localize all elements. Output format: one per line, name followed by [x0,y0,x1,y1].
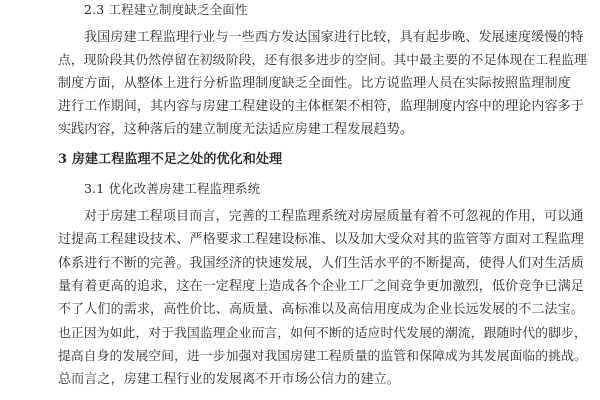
section-2-3-paragraph-line: 我国房建工程监理行业与一些西方发达国家进行比较，具有起步晚、发展速度缓慢的特 [84,30,584,45]
section-3-1-paragraph-line: 不了人们的需求，高性价比、高质量、高标准以及高信用度成为企业长远发展的不二法宝。 [58,302,585,317]
section-3-1-paragraph-line: 量有着更高的追求，这在一定程度上造成各个企业工厂之间竞争更加激烈，低价竞争已满足 [58,279,585,294]
section-3-1-paragraph-line: 也正因为如此，对于我国监理企业而言，如何不断的适应时代发展的潮流，跟随时代的脚步， [58,326,587,341]
section-3-1-paragraph-line: 提高自身的发展空间，进一步加强对我国房建工程质量的监管和保障成为其发展面临的挑战。 [58,349,587,364]
section-3-1-paragraph-line: 体系进行不断的完善。我国经济的快速发展，人们生活水平的不断提高，使得人们对生活质 [58,256,585,271]
section-3-1-paragraph-line: 对于房建工程项目而言，完善的工程监理系统对房屋质量有着不可忽视的作用，可以通 [84,209,584,224]
section-2-3-paragraph-line: 点，现阶段其仍然停留在初级阶段，还有很多进步的空间。其中最主要的不足体现在工程监理 [58,53,587,68]
section-3-1-paragraph-line: 过提高工程建设技术、严格要求工程建设标准、以及加大受众对其的监管等方面对工程监理 [58,232,585,247]
section-2-3-heading: 2.3 工程建立制度缺乏全面性 [84,2,248,17]
section-3-1-heading: 3.1 优化改善房建工程监理系统 [84,181,261,196]
section-2-3-paragraph-line: 实践内容，这种落后的建立制度无法适应房建工程发展趋势。 [58,122,414,137]
section-2-3-paragraph-line: 制度方面，从整体上进行分析监理制度缺乏全面性。比方说监理人员在实际按照监理制度 [58,76,571,91]
section-2-3-paragraph-line: 进行工作期间，其内容与房建工程建设的主体框架不相符，监理制度内容中的理论内容多于 [58,99,585,114]
section-3-1-paragraph-line: 总而言之，房建工程行业的发展离不开市场公信力的建立。 [58,372,400,387]
section-3-heading: 3 房建工程监理不足之处的优化和处理 [58,152,283,167]
